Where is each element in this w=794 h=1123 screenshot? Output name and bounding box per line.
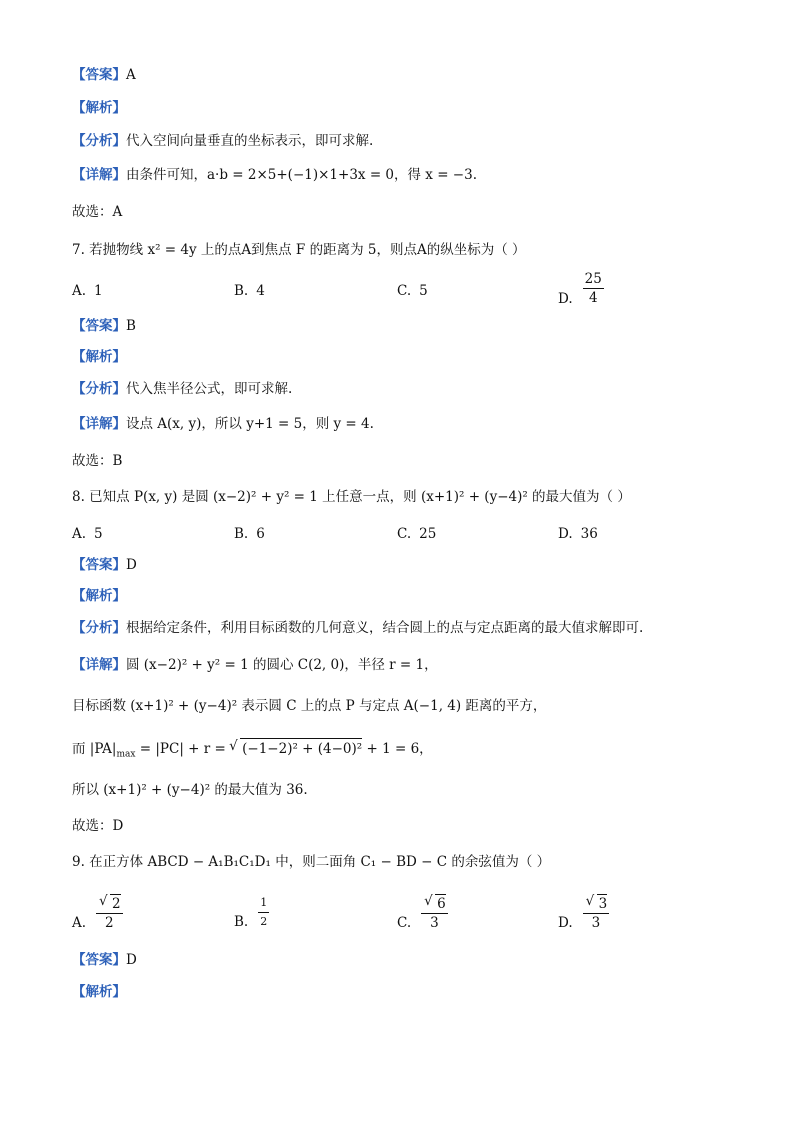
q6-fenxi-line <box>72 131 373 151</box>
q8-option-b <box>234 524 265 544</box>
radicand: 3 <box>598 896 608 912</box>
option-value: 36 <box>580 526 598 542</box>
fraction-numerator <box>583 894 610 914</box>
option-label: D. <box>558 914 573 931</box>
q6-answer-line <box>72 65 136 85</box>
answer-tag: 【答案】 <box>72 557 126 573</box>
q9-answer: D <box>126 952 137 968</box>
option-label: B. <box>234 526 249 542</box>
q8-option-d <box>558 524 598 544</box>
option-label: B. <box>234 283 249 299</box>
fraction <box>583 270 604 307</box>
q8-line2: 目标函数 (x+1)² + (y−4)² 表示圆 C 上的点 P 与定点 A(−1, 4) 距离的平方， <box>72 698 547 714</box>
q7-choice: 故选：B <box>72 453 123 469</box>
q7-option-a <box>72 281 103 301</box>
q9-option-b <box>234 894 269 931</box>
q6-answer: A <box>126 67 136 83</box>
sqrt-radical <box>435 894 446 913</box>
q7-detail-line <box>72 414 374 434</box>
sqrt-radical <box>110 894 121 913</box>
fraction <box>96 894 123 932</box>
option-value: 5 <box>419 283 428 299</box>
fraction-numerator: 25 <box>584 271 602 287</box>
q9-option-c <box>397 894 448 932</box>
fraction <box>258 894 269 931</box>
q7-answer-line <box>72 316 136 336</box>
option-value: 6 <box>256 526 265 542</box>
q8-detail-line <box>72 655 438 675</box>
q7-analysis-line <box>72 347 126 367</box>
q8-line3-mid: = |PC| + r = <box>135 741 231 757</box>
q8-answer: D <box>126 557 137 573</box>
option-value: 5 <box>94 526 103 542</box>
q8-line4: 所以 (x+1)² + (y−4)² 的最大值为 36. <box>72 782 308 798</box>
q6-detail-text: 由条件可知，a·b = 2×5+(−1)×1+3x = 0，得 x = −3. <box>126 167 477 183</box>
option-label: D. <box>558 291 573 307</box>
q7-fenxi-text: 代入焦半径公式，即可求解. <box>126 381 293 397</box>
q8-choice: 故选：D <box>72 818 124 834</box>
q8-fenxi-text: 根据给定条件，利用目标函数的几何意义，结合圆上的点与定点距离的最大值求解即可. <box>126 620 644 636</box>
analysis-tag: 【解析】 <box>72 100 126 116</box>
fenxi-tag: 【分析】 <box>72 381 126 397</box>
q7-option-c <box>397 281 428 301</box>
analysis-tag: 【解析】 <box>72 349 126 365</box>
q6-detail-line <box>72 165 477 185</box>
option-label: C. <box>397 283 412 299</box>
q7-answer: B <box>126 318 136 334</box>
q7-fenxi-line <box>72 379 292 399</box>
option-value: 25 <box>419 526 437 542</box>
q6-fenxi-text: 代入空间向量垂直的坐标表示，即可求解. <box>126 133 374 149</box>
q9-option-a <box>72 894 123 932</box>
q8-fenxi-line <box>72 618 643 638</box>
fraction-numerator <box>421 894 448 914</box>
option-value: 1 <box>94 283 103 299</box>
analysis-tag: 【解析】 <box>72 984 126 1000</box>
option-label: A. <box>72 283 87 299</box>
fraction-denominator: 4 <box>588 290 598 306</box>
detail-tag: 【详解】 <box>72 657 126 673</box>
fraction-denominator: 3 <box>430 915 439 931</box>
q7-option-b <box>234 281 265 301</box>
q9-option-d <box>558 894 609 932</box>
q9-answer-line <box>72 950 137 970</box>
sqrt-radical <box>240 738 362 759</box>
q7-option-d <box>558 270 604 307</box>
q8-analysis-line <box>72 586 126 606</box>
q7-detail-text: 设点 A(x, y)，所以 y+1 = 5，则 y = 4. <box>126 416 374 432</box>
option-label: C. <box>397 526 412 542</box>
q6-analysis-line <box>72 98 126 118</box>
q8-line3-sub: max <box>116 749 136 760</box>
fraction-denominator: 2 <box>105 915 114 931</box>
fenxi-tag: 【分析】 <box>72 133 126 149</box>
q7-stem: 7. 若抛物线 x² = 4y 上的点A到焦点 F 的距离为 5，则点A的纵坐标为（ ） <box>72 242 526 258</box>
option-label: A. <box>72 526 87 542</box>
sqrt-radical <box>597 894 608 913</box>
option-value: 4 <box>256 283 265 299</box>
radicand: 2 <box>112 896 121 912</box>
q8-line3-radicand: (−1−2)² + (4−0)² <box>242 741 363 757</box>
fraction-denominator: 3 <box>591 915 601 931</box>
q8-stem: 8. 已知点 P(x, y) 是圆 (x−2)² + y² = 1 上任意一点，则 (x+1)² + (y−4)² 的最大值为（ ） <box>72 489 631 505</box>
q8-option-a <box>72 524 103 544</box>
fenxi-tag: 【分析】 <box>72 620 126 636</box>
fraction <box>421 894 448 932</box>
option-label: D. <box>558 526 573 542</box>
q8-line3 <box>72 738 433 765</box>
answer-tag: 【答案】 <box>72 318 126 334</box>
q8-answer-line <box>72 555 137 575</box>
q8-line3-post: + 1 = 6， <box>362 741 433 757</box>
q8-option-c <box>397 524 436 544</box>
radicand: 6 <box>437 896 446 912</box>
q8-detail-text: 圆 (x−2)² + y² = 1 的圆心 C(2, 0)，半径 r = 1， <box>126 657 438 673</box>
option-label: A. <box>72 914 87 931</box>
q9-stem: 9. 在正方体 ABCD − A₁B₁C₁D₁ 中，则二面角 C₁ − BD − C 的余弦值为（ ） <box>72 854 551 870</box>
q6-choice: 故选：A <box>72 204 123 220</box>
option-label: B. <box>234 914 249 930</box>
detail-tag: 【详解】 <box>72 167 126 183</box>
analysis-tag: 【解析】 <box>72 588 126 604</box>
fraction-numerator: 1 <box>258 894 269 913</box>
detail-tag: 【详解】 <box>72 416 126 432</box>
answer-tag: 【答案】 <box>72 952 126 968</box>
q8-line3-pre: 而 |PA| <box>72 741 117 757</box>
option-label: C. <box>397 914 412 931</box>
fraction-numerator <box>96 894 123 914</box>
q9-analysis-line <box>72 982 126 1002</box>
answer-tag: 【答案】 <box>72 67 126 83</box>
fraction-denominator: 2 <box>260 915 268 928</box>
fraction <box>583 894 610 932</box>
